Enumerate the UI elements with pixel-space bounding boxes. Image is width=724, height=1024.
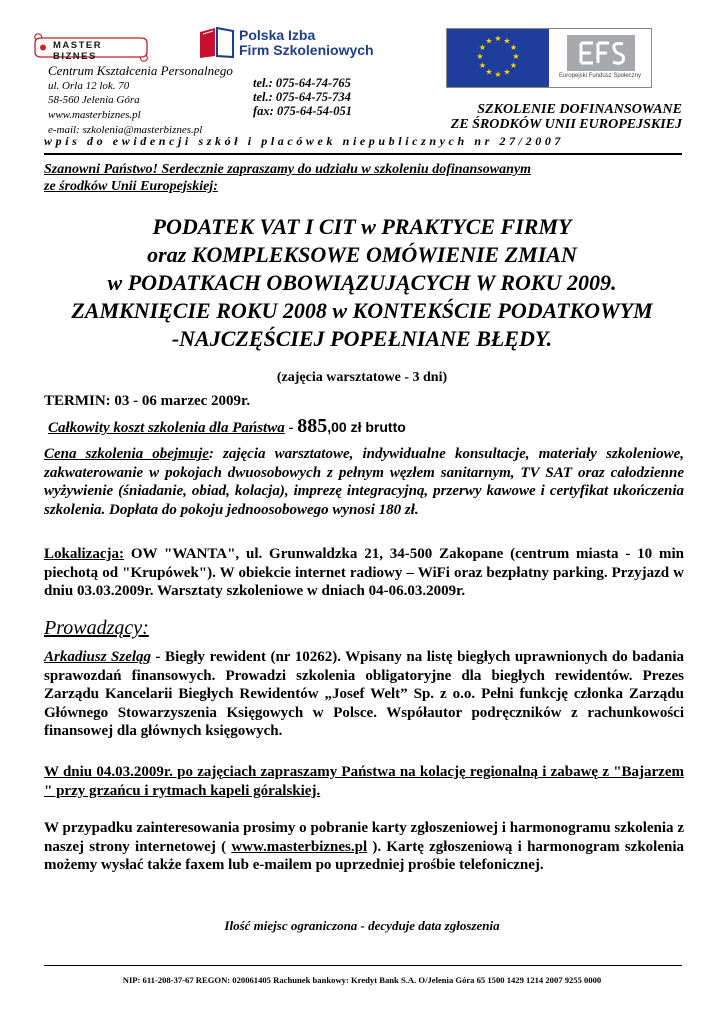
svg-text:★: ★ (485, 67, 493, 77)
course-title (30, 213, 694, 353)
includes-label: Cena szkolenia obejmuje (44, 446, 209, 462)
svg-text:★: ★ (478, 61, 487, 70)
efs-mark-icon (567, 35, 635, 71)
tel1: tel.: 075-64-74-765 (253, 76, 351, 90)
website[interactable]: www.masterbiznes.pl (48, 109, 141, 121)
greeting-line2: ze środków Unii Europejskiej: (44, 179, 218, 194)
svg-text:★: ★ (503, 36, 511, 46)
course-date: TERMIN: 03 - 06 marzec 2009r. (44, 393, 251, 409)
pifs-logo-text (239, 28, 374, 58)
address-line1: ul. Orla 12 lok. 70 (48, 80, 130, 92)
svg-text:★: ★ (509, 61, 518, 70)
address-block (48, 80, 202, 137)
svg-text:★: ★ (494, 34, 502, 43)
efs-logo-label: Europejski Fundusz Społeczny (558, 73, 642, 79)
greeting (44, 161, 684, 195)
header-divider (44, 153, 682, 155)
cost-dash: - (284, 420, 298, 436)
closing-note: Ilość miejsc ograniczona - decyduje data zgłoszenia (224, 918, 500, 933)
pifs-logo-line2: Firm Szkoleniowych (239, 42, 374, 58)
phone-block (253, 77, 352, 118)
includes-paragraph (44, 445, 684, 519)
master-biznes-logo-text: MASTER BIZNES (53, 40, 103, 62)
cofund-notice (451, 102, 682, 132)
location-text: OW "WANTA", ul. Grunwaldzka 21, 34-500 Zakopane (centrum miasta - 10 min piechotą od "Krupówek"). W obiekcie internet radiowy – WiFi oraz bezpłatny parking. Przyjazd w dniu 03.03.2009r. Warsztaty szkoleniowe w dniach 04-06.03.2009r. (44, 546, 684, 600)
address-line2: 58-560 Jelenia Góra (48, 94, 140, 106)
svg-text:★: ★ (478, 43, 487, 52)
svg-text:★: ★ (509, 43, 518, 52)
svg-text:★: ★ (476, 52, 484, 61)
trainer-bio: - Biegły rewident (nr 10262). Wpisany na listę biegłych uprawnionych do badania sprawozdań finansowych. Prowadzi szkolenia obligatoryjne dla biegłych rewidentów. Prezes Zarządu Kancelarii Biegłych Rewidentów „Josef Welt” Sp. z o.o. Pełni funkcję członka Zarządu Głównego Stowarzyszenia Księgowych w Polsce. Współautor podręczników z rachunkowości finansowej dla głównych księgowych. (44, 649, 684, 740)
cost-label: Całkowity koszt szkolenia dla Państwa (48, 420, 285, 436)
eu-efs-logo (446, 28, 652, 88)
efs-letters-icon (567, 35, 635, 71)
trainers-heading: Prowadzący: (44, 617, 149, 639)
fax: fax: 075-64-54-051 (253, 104, 352, 118)
title-line5: -NAJCZĘŚCIEJ POPEŁNIANE BŁĘDY. (171, 326, 553, 351)
efs-logo (549, 29, 651, 87)
svg-text:★: ★ (512, 52, 520, 61)
location-label: Lokalizacja: (44, 546, 124, 562)
title-line3: w PODATKACH OBOWIĄZUJĄCYCH W ROKU 2009. (107, 270, 617, 295)
cofund-line2: ZE ŚRODKÓW UNII EUROPEJSKIEJ (450, 117, 682, 132)
book-icon (197, 24, 237, 60)
registry-line: wpis do ewidencji szkół i placówek niepublicznych nr 27/2007 (44, 134, 565, 148)
trainer-name: Arkadiusz Szeląg (44, 649, 152, 665)
pifs-logo (197, 24, 387, 64)
eu-stars-icon (447, 29, 549, 87)
contact-text-after: ). Kartę zgłoszeniową i harmonogram szkolenia możemy wysłać także faxem lub e-mailem po uprzedniej prośbie telefonicznej. (44, 838, 684, 874)
workshop-note: (zajęcia warsztatowe - 3 dni) (276, 370, 448, 385)
event-paragraph: W dniu 04.03.2009r. po zajęciach zapraszamy Państwa na kolację regionalną i zabawę z "Bajarzem " przy grzańcu i rytmach kapeli góralskiej. (44, 764, 684, 799)
title-line1: PODATEK VAT I CIT w PRAKTYCE FIRMY (152, 214, 572, 239)
svg-text:★: ★ (494, 70, 502, 79)
svg-text:★: ★ (485, 36, 493, 46)
title-line2: oraz KOMPLEKSOWE OMÓWIENIE ZMIAN (147, 242, 577, 267)
location-paragraph (44, 545, 684, 601)
footer-divider (44, 965, 682, 966)
master-biznes-logo (33, 32, 149, 62)
trainer-paragraph (44, 648, 684, 741)
eu-flag (447, 29, 549, 87)
website-link[interactable]: www.masterbiznes.pl (231, 838, 368, 855)
course-cost (48, 415, 406, 438)
cost-amount: 885 (297, 415, 328, 437)
footer-company-info: NIP: 611-208-37-67 REGON: 020061405 Rachunek bankowy: Kredyt Bank S.A. O/Jelenia Góra 65 1500 1429 1214 2007 9255 0000 (122, 975, 602, 985)
tel2: tel.: 075-64-75-734 (253, 90, 351, 104)
center-name: Centrum Kształcenia Personalnego (48, 63, 233, 78)
cofund-line1: SZKOLENIE DOFINANSOWANE (477, 102, 682, 117)
contact-paragraph (44, 819, 684, 875)
email[interactable]: e-mail: szkolenia@masterbiznes.pl (48, 124, 203, 136)
cost-suffix: ,00 zł brutto (327, 419, 406, 435)
contact-text-before: W przypadku zainteresowania prosimy o pobranie karty zgłoszeniowej i harmonogramu szkolenia z naszej strony internetowej ( (44, 820, 684, 855)
svg-text:★: ★ (503, 67, 511, 77)
pifs-logo-line1: Polska Izba (239, 27, 316, 43)
greeting-line1: Szanowni Państwo! Serdecznie zapraszamy do udziału w szkoleniu dofinansowanym (44, 162, 532, 177)
title-line4: ZAMKNIĘCIE ROKU 2008 w KONTEKŚCIE PODATKOWYM (71, 298, 653, 323)
includes-text: : zajęcia warsztatowe, indywidualne konsultacje, materiały szkoleniowe, zakwaterowanie w pokojach dwuosobowych z pełnym węzłem sanitarnym, TV SAT oraz całodzienne wyżywienie (śniadanie, obiad, kolacja), imprezę integracyjną, przerwy kawowe i certyfikat ukończenia szkolenia. Dopłata do pokoju jednoosobowego wynosi 180 zł. (44, 446, 684, 518)
